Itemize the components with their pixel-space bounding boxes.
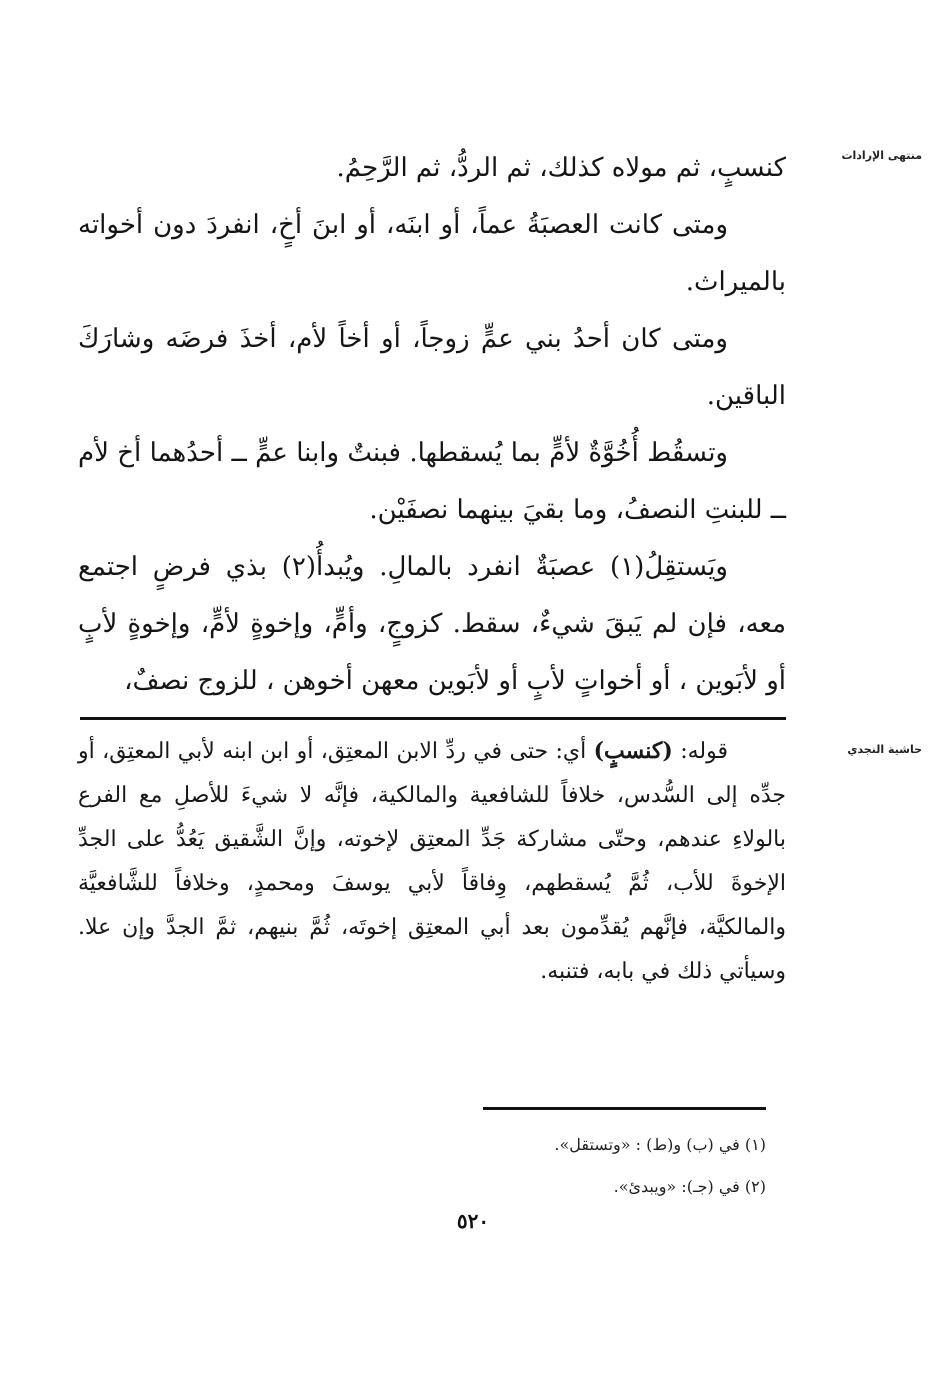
main-paragraph-2: ومتى كانت العصبَةُ عماً، أو ابنَه، أو ابنَ أخٍ، انفردَ دون أخواته بالميراث. bbox=[78, 210, 786, 297]
side-label-hashiya: حاشية النجدي bbox=[847, 743, 922, 756]
commentary-lead: قوله: bbox=[672, 739, 728, 764]
commentary-paragraph bbox=[78, 729, 786, 994]
main-paragraph-3: ومتى كان أحدُ بني عمٍّ زوجاً، أو أخاً لأم، أخذَ فرضَه وشارَكَ الباقين. bbox=[78, 324, 786, 411]
footnote-divider bbox=[483, 1107, 766, 1110]
main-divider bbox=[80, 717, 786, 720]
side-label-matn: منتهى الإرادات bbox=[841, 149, 922, 162]
commentary-text bbox=[78, 729, 786, 994]
main-text bbox=[78, 140, 786, 710]
page-number: ٥٢٠ bbox=[456, 1209, 490, 1233]
commentary-keyword: (كنسبٍ) bbox=[593, 738, 673, 764]
main-paragraph-1: كنسبٍ، ثم مولاه كذلك، ثم الردُّ، ثم الرَّحِمُ. bbox=[336, 153, 786, 183]
footnotes bbox=[246, 1124, 766, 1208]
commentary-body: أي: حتى في ردِّ الابن المعتِق، أو ابن ابنه لأبي المعتِق، أو جدِّه إلى السُّدس، خلافاً للشافعية والمالكية، فإنَّه لا شيءَ للأصلِ مع الفرع بالولاءِ عندهم، وحتّى مشاركة جَدِّ المعتِق لإخوته، وإنَّ الشَّقيق يَعُدُّ على الجدِّ الإخوةَ للأب، ثُمَّ يُسقطهم، وِفاقاً لأبي يوسفَ ومحمدٍ، وخلافاً للشَّافعيَّة والمالكيَّة، فإنَّهم يُقدِّمون بعد أبي المعتِق إخوتَه، ثُمَّ بنيهم، ثمَّ الجدَّ وإن علا. وسيأتي ذلك في بابه، فتنبه. bbox=[78, 739, 786, 984]
main-paragraph-5: ويَستقِلُ(١) عصبَةٌ انفرد بالمالِ. ويُبدأُ(٢) بذي فرضٍ اجتمع معه، فإن لم يَبقَ شيءٌ، سقط. كزوجٍ، وأمٍّ، وإخوةٍ لأمٍّ، وإخوةٍ لأبٍ أو لأبَوين ، أو أخواتٍ لأبٍ أو لأبَوين معهن أخوهن ، للزوج نصفٌ، bbox=[78, 552, 786, 696]
footnote-1: (١) في (ب) و(ط) : «وتستقل». bbox=[554, 1135, 766, 1154]
main-paragraph-4: وتسقُط أُخُوَّةٌ لأمٍّ بما يُسقطها. فبنتٌ وابنا عمٍّ ــ أحدُهما أخ لأم ــ للبنتِ النصفُ، وما بقيَ بينهما نصفَيْن. bbox=[78, 438, 786, 525]
footnote-2: (٢) في (جـ): «ويبدئ». bbox=[613, 1177, 766, 1196]
